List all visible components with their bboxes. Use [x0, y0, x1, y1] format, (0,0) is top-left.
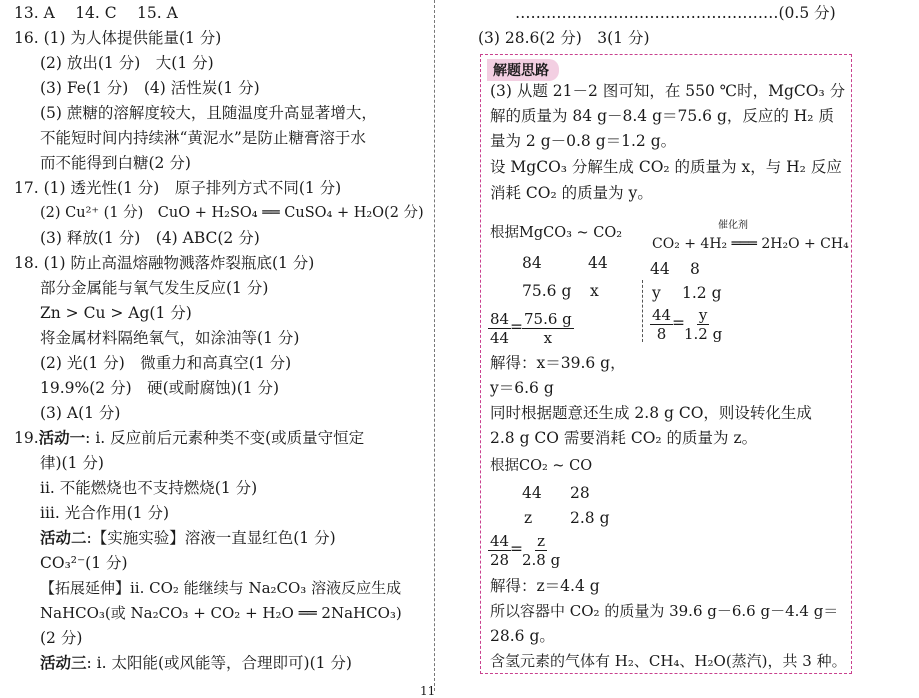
solution-line1: (3) 从题 21－2 图可知，在 550 ℃时，MgCO₃ 分 [490, 82, 846, 100]
score-dots: ……………………………………………(0.5 分) [515, 4, 836, 22]
calc2-val-a: y [652, 284, 661, 302]
solution-line5: 消耗 CO₂ 的质量为 y。 [490, 184, 653, 202]
calc3-val-a: z [524, 509, 533, 527]
activity1-text: : i. 反应前后元素种类不变(或质量守恒定 [85, 429, 365, 447]
answer-19-activity1 [14, 427, 364, 449]
calc1-val-b: x [590, 282, 599, 300]
answer-19-ii: ii. 不能燃烧也不支持燃烧(1 分) [40, 479, 258, 497]
calc3-mass-a: 44 [522, 484, 542, 502]
calc3-val-b: 2.8 g [570, 509, 610, 527]
calc2-equals: = [672, 314, 685, 332]
solve-y: y＝6.6 g [490, 379, 554, 397]
answer-19-extension: 【拓展延伸】ii. CO₂ 能继续与 Na₂CO₃ 溶液反应生成 [40, 579, 402, 597]
calc1-mass-a: 84 [522, 254, 542, 272]
column-divider [434, 0, 435, 691]
answer-18-1b: 部分金属能与氧气发生反应(1 分) [40, 279, 269, 297]
answer-17-2: (2) Cu²⁺ (1 分) CuO + H₂SO₄ ══ CuSO₄ + H₂O(2 分) [40, 205, 424, 221]
calc3-fraction-right: $\frac{z}{2.8 g}$ [522, 532, 561, 569]
calc1-val-a: 75.6 g [522, 282, 572, 300]
answer-18-1d: 将金属材料隔绝氧气，如涂油等(1 分) [40, 329, 300, 347]
calc2-fraction-right: $\frac{y}{1.2 g}$ [684, 306, 723, 343]
solve-z: 解得：z＝4.4 g [490, 577, 600, 595]
answer-16-1: 16. (1) 为人体提供能量(1 分) [14, 29, 222, 47]
solution-line7: 2.8 g CO 需要消耗 CO₂ 的质量为 z。 [490, 429, 758, 447]
solution-line8: 所以容器中 CO₂ 的质量为 39.6 g－6.6 g－4.4 g＝ [490, 602, 839, 620]
answer-19-activity1b: 律)(1 分) [40, 454, 104, 472]
calc2-mass-a: 44 [650, 260, 670, 278]
answer-17-1: 17. (1) 透光性(1 分) 原子排列方式不同(1 分) [14, 179, 342, 197]
answer-18-1c: Zn > Cu > Ag(1 分) [40, 304, 192, 322]
answer-19-score: (2 分) [40, 629, 83, 647]
answer-18-1: 18. (1) 防止高温熔融物溅落炸裂瓶底(1 分) [14, 254, 315, 272]
activity3-text: : i. 太阳能(或风能等，合理即可)(1 分) [86, 654, 352, 672]
calc2-val-b: 1.2 g [682, 284, 722, 302]
answer-13-15: 13. A 14. C 15. A [14, 4, 178, 22]
answer-16-5-line3: 而不能得到白糖(2 分) [40, 154, 191, 172]
answer-18-2b: 19.9%(2 分) 硬(或耐腐蚀)(1 分) [40, 379, 280, 397]
solution-line4: 设 MgCO₃ 分解生成 CO₂ 的质量为 x，与 H₂ 反应 [490, 158, 842, 176]
solution-line10: 含氢元素的气体有 H₂、CH₄、H₂O(蒸汽)，共 3 种。 [490, 652, 847, 670]
calc1-relation: 根据MgCO₃ ~ CO₂ [490, 225, 623, 241]
activity3-label: 活动三 [40, 654, 87, 672]
calc3-equals: = [510, 540, 523, 558]
solution-tag: 解题思路 [487, 59, 559, 81]
answer-17-3-4: (3) 释放(1 分) (4) ABC(2 分) [40, 229, 260, 247]
answer-21-3: (3) 28.6(2 分) 3(1 分) [478, 29, 650, 47]
answer-19-ion: CO₃²⁻(1 分) [40, 554, 128, 572]
activity1-label: 活动一 [38, 429, 86, 447]
answer-16-2: (2) 放出(1 分) 大(1 分) [40, 54, 214, 72]
solution-line3: 量为 2 g－0.8 g＝1.2 g。 [490, 132, 677, 150]
calc2-mass-b: 8 [690, 260, 700, 278]
calc1-fraction-left: $\frac{84}{44}$ [490, 310, 510, 347]
calc3-mass-b: 28 [570, 484, 590, 502]
answer-18-2: (2) 光(1 分) 微重力和高真空(1 分) [40, 354, 292, 372]
answer-18-3: (3) A(1 分) [40, 404, 121, 422]
calc2-equation: CO₂ + 4H₂ ═══ 2H₂O + CH₄ [652, 236, 849, 252]
calc3-relation: 根据CO₂ ~ CO [490, 458, 593, 474]
answer-16-5-line2: 不能短时间内持续淋“黄泥水”是防止糖膏溶于水 [40, 129, 366, 147]
answer-19-iii: iii. 光合作用(1 分) [40, 504, 170, 522]
calc2-fraction-left: $\frac{44}{8}$ [652, 306, 672, 343]
solution-line6: 同时根据题意还生成 2.8 g CO，则设转化生成 [490, 404, 812, 422]
answer-16-5-line1: (5) 蔗糖的溶解度较大，且随温度升高显著增大， [40, 104, 377, 122]
solution-line9: 28.6 g。 [490, 627, 555, 645]
answer-19-equation: NaHCO₃(或 Na₂CO₃ + CO₂ + H₂O ══ 2NaHCO₃) [40, 604, 402, 622]
catalyst-label: 催化剂 [718, 220, 748, 231]
solution-line2: 解的质量为 84 g－8.4 g＝75.6 g，反应的 H₂ 质 [490, 107, 834, 125]
page-number: 11 [420, 684, 436, 698]
activity2-label: 活动二 [40, 529, 87, 547]
answer-16-3-4: (3) Fe(1 分) (4) 活性炭(1 分) [40, 79, 260, 97]
activity2-text: :【实施实验】溶液一直显红色(1 分) [86, 529, 336, 547]
calc2-separator [642, 280, 643, 342]
calc1-mass-b: 44 [588, 254, 608, 272]
answer-19-activity3 [40, 652, 352, 674]
question-number: 19. [14, 429, 39, 447]
calc1-equals: = [510, 318, 523, 336]
answer-19-activity2 [40, 527, 336, 549]
calc1-fraction-right: $\frac{75.6 g}{x}$ [524, 310, 572, 347]
calc3-fraction-left: $\frac{44}{28}$ [490, 532, 510, 569]
solve-x: 解得：x＝39.6 g， [490, 354, 626, 372]
